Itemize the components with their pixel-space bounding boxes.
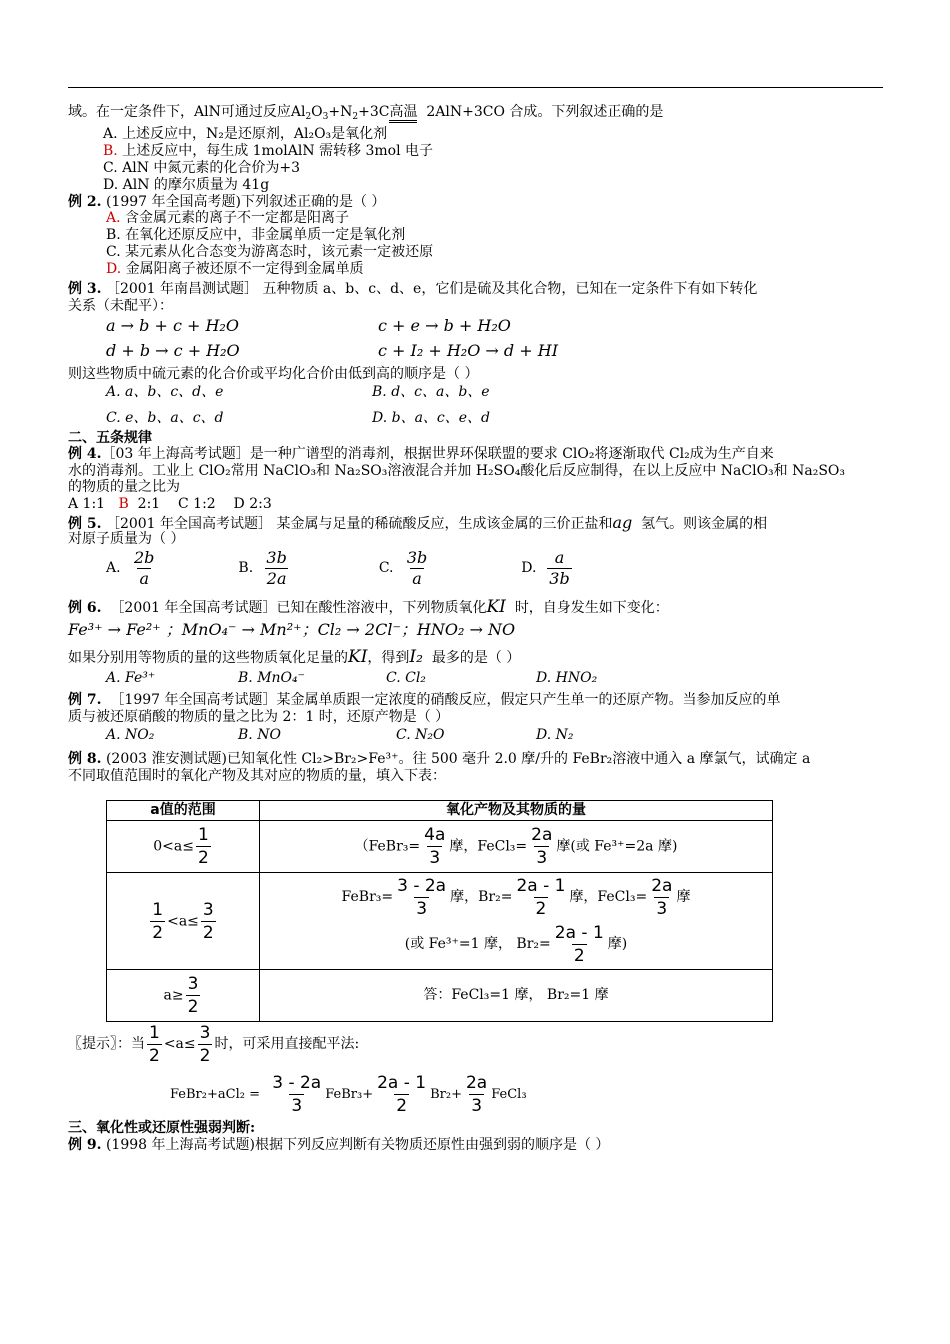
- fraction: $\frac{2b}{a}$: [134, 548, 155, 588]
- example-6-option-b: B. MnO₄⁻: [238, 670, 306, 686]
- example-4-options: A 1:1 B 2:1 C 1:2 D 2:3: [68, 496, 272, 512]
- example-4-line-2: 水的消毒剂。工业上 ClO₂常用 NaClO₃和 Na₂SO₃溶液混合并加 H₂SO₄酸化后反应制得，在以上反应中 NaClO₃和 Na₂SO₃: [68, 463, 846, 479]
- example-3-question: 则这些物质中硫元素的化合价或平均化合价由低到高的顺序是（ ）: [68, 366, 479, 382]
- example-3-option-c: C. e、b、a、c、d: [106, 410, 224, 426]
- table-cell-products: FeBr₃= $\frac{3 - 2a}{3}$ 摩，Br₂= $\frac{2a - 1}{2}$ 摩，FeCl₃= $\frac{2a}{3}$ 摩 (或 Fe³⁺=1 摩， Br₂= $\frac{2a - 1}{2}$ 摩): [260, 873, 773, 970]
- fraction: $\frac{a}{3b}$: [549, 548, 570, 588]
- example-3-option-b: B. d、c、a、b、e: [372, 384, 490, 400]
- example-7-option-d: D. N₂: [536, 727, 574, 743]
- condition-label: 高温: [389, 104, 417, 123]
- intro-option-b: B. 上述反应中，每生成 1molAlN 需转移 3mol 电子: [103, 143, 434, 159]
- table-row: [107, 821, 773, 873]
- table-row: [107, 970, 773, 1022]
- example-8-line-2: 不同取值范围时的氧化产物及其对应的物质的量，填入下表：: [68, 768, 446, 784]
- equation-3: d + b → c + H₂O: [106, 341, 240, 360]
- fraction: $\frac{3b}{a}$: [406, 548, 428, 588]
- example-6-option-a: A. Fe³⁺: [106, 670, 156, 686]
- section-2-heading: 二、五条规律: [68, 430, 152, 446]
- example-6-option-c: C. Cl₂: [386, 670, 426, 686]
- example-3-title-cont: 关系（未配平）：: [68, 298, 173, 314]
- fraction: $\frac{3b}{2a}$: [266, 548, 287, 588]
- example-6-line-1: 例 6. ［2001 年全国高考试题］已知在酸性溶液中，下列物质氧化KI 时，自身发生如下变化：: [68, 597, 669, 617]
- example-5-options: A. $\frac{2b}{a}$ B. $\frac{3b}{2a}$ C. $\frac{3b}{a}$ D. $\frac{a}{3b}$: [106, 548, 570, 588]
- example-6-option-d: D. HNO₂: [536, 670, 598, 686]
- example-2-option-a: A. 含金属元素的离子不一定都是阳离子: [106, 210, 350, 226]
- intro-option-a: A. 上述反应中，N₂是还原剂，Al₂O₃是氧化剂: [103, 126, 388, 142]
- intro-option-d: D. AlN 的摩尔质量为 41g: [103, 177, 270, 193]
- example-3-title: 例 3. ［2001 年南昌测试题］ 五种物质 a、b、c、d、e，它们是硫及其化合物，已知在一定条件下有如下转化: [68, 281, 758, 297]
- example-7-line-2: 质与被还原硝酸的物质的量之比为 2：1 时，还原产物是（ ）: [68, 709, 450, 725]
- equation-1: a → b + c + H₂O: [106, 316, 239, 335]
- table-header-row: [107, 801, 773, 821]
- table-cell-range: a≥ $\frac{3}{2}$: [107, 970, 260, 1022]
- example-7-option-a: A. NO₂: [106, 727, 155, 743]
- answer-table: [106, 800, 773, 1022]
- example-8-line-1: 例 8. (2003 淮安测试题)已知氧化性 Cl₂>Br₂>Fe³⁺。往 500 毫升 2.0 摩/升的 FeBr₂溶液中通入 a 摩氯气，试确定 a: [68, 751, 811, 767]
- table-cell-products: 答：FeCl₃=1 摩， Br₂=1 摩: [260, 970, 773, 1022]
- section-3-heading: 三、氧化性或还原性强弱判断:: [68, 1120, 256, 1136]
- table-cell-range: 0<a≤ $\frac{1}{2}$: [107, 821, 260, 873]
- example-3-option-d: D. b、a、c、e、d: [372, 410, 491, 426]
- example-6-changes: Fe³⁺ → Fe²⁺ ；MnO₄⁻ → Mn²⁺；Cl₂ → 2Cl⁻；HNO₂ → NO: [68, 620, 516, 639]
- example-2-option-c: C. 某元素从化合态变为游离态时，该元素一定被还原: [106, 244, 434, 260]
- example-7-option-c: C. N₂O: [396, 727, 445, 743]
- example-5-line-1: 例 5. ［2001 年全国高考试题］ 某金属与足量的稀硫酸反应，生成该金属的三价正盐和ag 氢气。则该金属的相: [68, 513, 768, 532]
- header-rule: [68, 87, 883, 88]
- example-2-option-d: D. 金属阳离子被还原不一定得到金属单质: [106, 261, 364, 277]
- example-4-line-1: 例 4.［03 年上海高考试题］是一种广谱型的消毒剂，根据世界环保联盟的要求 ClO₂将逐渐取代 Cl₂成为生产自来: [68, 446, 774, 462]
- intro-line: 域。在一定条件下，AlN可通过反应$Al_2O_3+N_2+3C$高温 2AlN+3CO 合成。下列叙述正确的是: [68, 104, 664, 122]
- table-cell-range: $\frac{1}{2}$ <a≤ $\frac{3}{2}$: [107, 873, 260, 970]
- example-7-line-1: 例 7. ［1997 年全国高考试题］某金属单质跟一定浓度的硝酸反应，假定只产生单一的还原产物。当参加反应的单: [68, 692, 781, 708]
- equation-4: c + I₂ + H₂O → d + HI: [378, 341, 559, 360]
- example-9-line: 例 9. (1998 年上海高考试题)根据下列反应判断有关物质还原性由强到弱的顺序是（ ）: [68, 1137, 610, 1153]
- example-4-line-3: 的物质的量之比为: [68, 479, 180, 495]
- table-header-range: a值的范围: [107, 801, 260, 821]
- example-7-option-b: B. NO: [238, 727, 281, 743]
- example-6-line-3: 如果分别用等物质的量的这些物质氧化足量的KI，得到I₂ 最多的是（ ）: [68, 647, 521, 667]
- table-row: [107, 873, 773, 970]
- table-cell-products: （FeBr₃= $\frac{4a}{3}$ 摩，FeCl₃= $\frac{2a}{3}$ 摩(或 Fe³⁺=2a 摩): [260, 821, 773, 873]
- example-5-line-2: 对原子质量为（ ）: [68, 531, 185, 547]
- hint-equation: FeBr₂+aCl₂ = $\frac{3 - 2a}{3}$ FeBr₃+ $\frac{2a - 1}{2}$ Br₂+ $\frac{2a}{3}$ FeCl₃: [170, 1073, 527, 1116]
- example-2-option-b: B. 在氧化还原反应中，非金属单质一定是氧化剂: [106, 227, 406, 243]
- intro-option-c: C. AlN 中氮元素的化合价为+3: [103, 160, 301, 176]
- equation-2: c + e → b + H₂O: [378, 316, 511, 335]
- example-3-option-a: A. a、b、c、d、e: [106, 384, 224, 400]
- hint-line: 〖提示〗：当 $\frac{1}{2}$ <a≤ $\frac{3}{2}$ 时，可采用直接配平法:: [68, 1023, 360, 1066]
- table-header-products: 氧化产物及其物质的量: [260, 801, 773, 821]
- example-2-title: 例 2. (1997 年全国高考题)下列叙述正确的是（ ）: [68, 194, 386, 210]
